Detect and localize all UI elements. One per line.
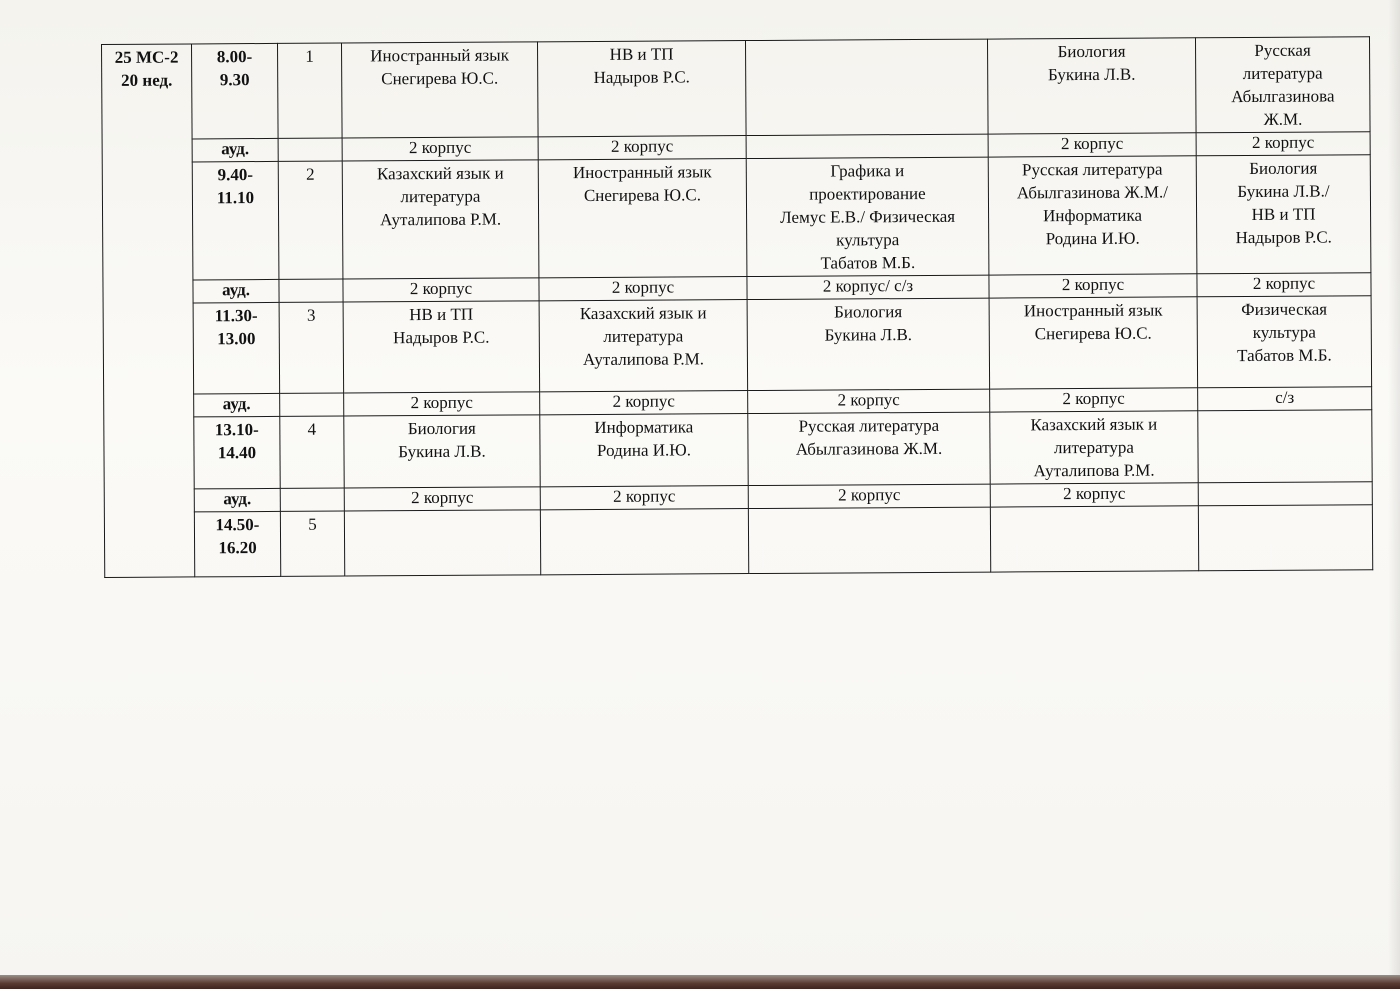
lesson-line: Абылгазинова Ж.М. <box>795 438 943 459</box>
lesson-line: Иностранный язык <box>370 45 509 66</box>
auditorium-cell: 2 корпус <box>748 484 990 508</box>
lesson-cell <box>540 414 748 487</box>
pair-number: 1 <box>277 43 342 138</box>
lesson-cell <box>539 300 748 392</box>
auditorium-cell: 2 корпус <box>540 391 748 415</box>
lesson-line: Иностранный язык <box>1023 300 1163 321</box>
lesson-row <box>103 296 1372 395</box>
lesson-cell <box>989 297 1198 389</box>
pair-number: 4 <box>280 416 344 488</box>
auditorium-cell <box>746 134 988 158</box>
page-edge-shadow <box>1388 0 1400 989</box>
time-cell <box>194 511 280 577</box>
lesson-cell <box>342 160 539 279</box>
auditorium-cell: с/з <box>1198 387 1372 411</box>
lesson-line: Русская литература <box>1021 159 1163 180</box>
auditorium-cell: 2 корпус <box>540 486 748 510</box>
lesson-line: Ауталипова Р.М. <box>380 209 502 230</box>
time-start: 9.40- <box>217 165 254 185</box>
lesson-line: Табатов М.Б. <box>1237 345 1332 366</box>
lesson-cell <box>540 509 748 575</box>
lesson-line: Ж.М. <box>1263 109 1303 129</box>
auditorium-cell: 2 корпус <box>989 274 1197 298</box>
lesson-cell <box>746 157 989 276</box>
lesson-line: Родина И.Ю. <box>596 440 692 460</box>
week-label: 20 нед. <box>121 70 173 90</box>
lesson-line: Иностранный язык <box>572 162 712 183</box>
time-start: 11.30- <box>214 306 258 326</box>
time-start: 14.50- <box>215 515 260 535</box>
time-start: 13.10- <box>214 420 259 440</box>
lesson-line: Биология <box>1249 158 1318 178</box>
auditorium-cell: 2 корпус <box>990 388 1198 412</box>
lesson-line: литература <box>603 326 684 346</box>
lesson-line: Русская <box>1254 40 1311 60</box>
lesson-line: Казахский язык и <box>376 163 504 184</box>
lesson-line: Ауталипова Р.М. <box>1033 460 1155 481</box>
lesson-line: Снегирева Ю.С. <box>1034 323 1152 344</box>
auditorium-cell: 2 корпус <box>343 278 539 302</box>
auditorium-cell: 2 корпус <box>539 277 747 301</box>
lesson-line: Казахский язык и <box>1030 414 1158 435</box>
lesson-line: Абылгазинова <box>1231 86 1335 107</box>
auditorium-cell: 2 корпус <box>1197 273 1371 297</box>
lesson-row <box>104 505 1372 578</box>
lesson-line: Снегирева Ю.С. <box>583 185 701 206</box>
time-cell <box>192 43 279 139</box>
auditorium-empty-cell <box>279 279 343 302</box>
time-end: 14.40 <box>217 443 257 463</box>
lesson-line: литература <box>1242 63 1323 84</box>
auditorium-cell: 2 корпус <box>538 136 746 160</box>
time-end: 11.10 <box>216 188 255 208</box>
auditorium-label: ауд. <box>192 138 278 162</box>
lesson-line: Лемус Е.В./ Физическая <box>780 206 956 227</box>
lesson-line: Надыров Р.С. <box>1235 227 1332 248</box>
lesson-row <box>102 37 1371 140</box>
auditorium-label: ауд. <box>193 279 279 303</box>
group-cell <box>102 44 195 578</box>
pair-number: 5 <box>280 511 344 576</box>
auditorium-cell: 2 корпус <box>1196 132 1370 156</box>
lesson-line: Физическая <box>1241 299 1328 320</box>
lesson-row <box>102 155 1371 281</box>
lesson-line: Родина И.Ю. <box>1045 228 1140 249</box>
lesson-line: культура <box>1252 322 1316 342</box>
lesson-cell <box>748 412 990 485</box>
lesson-line: Надыров Р.С. <box>393 327 490 348</box>
auditorium-cell: 2 корпус <box>990 483 1198 507</box>
auditorium-label: ауд. <box>194 393 280 417</box>
lesson-line: Табатов М.Б. <box>820 253 916 273</box>
lesson-line: Снегирева Ю.С. <box>381 68 499 89</box>
lesson-line: НВ и ТП <box>409 304 474 325</box>
lesson-cell <box>745 39 988 135</box>
lesson-line: Букина Л.В. <box>398 441 486 462</box>
lesson-cell <box>1198 505 1372 571</box>
lesson-cell <box>343 301 540 393</box>
lesson-line: Абылгазинова Ж.М./ <box>1016 182 1169 203</box>
lesson-cell <box>344 415 540 488</box>
time-cell <box>193 302 280 394</box>
lesson-cell <box>1198 410 1372 483</box>
auditorium-cell <box>1198 482 1372 506</box>
lesson-line: литература <box>400 186 481 207</box>
lesson-line: Информатика <box>594 417 694 437</box>
auditorium-empty-cell <box>278 138 342 161</box>
group-name: 25 МС-2 <box>114 47 179 67</box>
auditorium-empty-cell <box>280 393 344 416</box>
desk-edge <box>0 975 1400 989</box>
time-end: 9.30 <box>219 70 250 90</box>
lesson-cell <box>747 298 990 390</box>
lesson-cell <box>537 41 746 137</box>
lesson-line: Букина Л.В. <box>824 325 913 345</box>
lesson-line: Русская литература <box>798 415 940 436</box>
lesson-line: Надыров Р.С. <box>593 67 690 87</box>
auditorium-cell: 2 корпус <box>342 137 538 161</box>
lesson-line: проектирование <box>809 183 926 204</box>
lesson-line: культура <box>836 230 900 250</box>
pair-number: 2 <box>278 161 343 279</box>
lesson-cell <box>538 159 747 278</box>
time-start: 8.00- <box>216 47 253 67</box>
lesson-row <box>104 410 1372 490</box>
lesson-cell <box>990 506 1198 572</box>
schedule-body <box>102 37 1373 578</box>
lesson-cell <box>990 411 1198 484</box>
time-end: 13.00 <box>217 329 256 349</box>
lesson-cell <box>987 38 1196 134</box>
lesson-line: НВ и ТП <box>1251 204 1316 224</box>
lesson-line: Ауталипова Р.М. <box>582 349 704 370</box>
auditorium-cell: 2 корпус <box>344 487 540 511</box>
lesson-cell <box>748 507 990 573</box>
time-cell <box>194 416 280 489</box>
lesson-line: Букина Л.В./ <box>1237 181 1330 202</box>
lesson-line: Биология <box>834 302 903 322</box>
lesson-line: Графика и <box>830 161 905 181</box>
time-end: 16.20 <box>218 538 257 558</box>
lesson-line: НВ и ТП <box>609 44 674 64</box>
lesson-line: Биология <box>407 418 476 439</box>
auditorium-cell: 2 корпус <box>344 392 540 416</box>
lesson-cell <box>988 156 1197 275</box>
lesson-line: Букина Л.В. <box>1047 64 1136 85</box>
time-cell <box>192 161 279 280</box>
lesson-cell <box>1196 155 1371 274</box>
lesson-cell <box>1197 296 1372 388</box>
lesson-line: Биология <box>1057 41 1126 62</box>
auditorium-cell: 2 корпус/ с/з <box>747 275 989 299</box>
lesson-cell <box>1195 37 1370 133</box>
lesson-line: Информатика <box>1043 205 1143 226</box>
lesson-cell <box>344 510 540 576</box>
auditorium-cell: 2 корпус <box>748 389 990 413</box>
lesson-line: Казахский язык и <box>579 303 707 324</box>
auditorium-label: ауд. <box>194 488 280 512</box>
lesson-line: литература <box>1053 437 1134 458</box>
auditorium-cell: 2 корпус <box>988 133 1196 157</box>
auditorium-empty-cell <box>280 488 344 511</box>
schedule-table <box>101 36 1373 578</box>
lesson-cell <box>341 42 538 138</box>
pair-number: 3 <box>279 302 344 393</box>
